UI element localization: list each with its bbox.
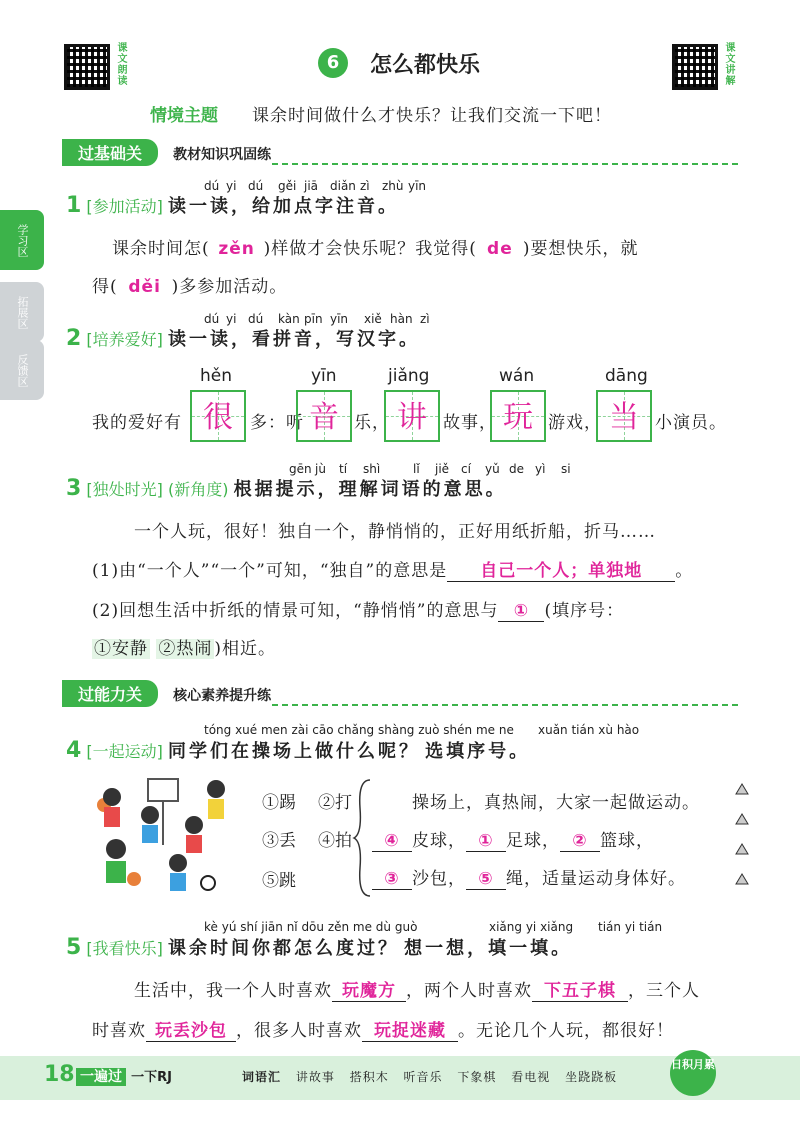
- q5-pinyin-c: tián yi tián: [598, 920, 663, 934]
- lesson-number-badge: 6: [318, 48, 348, 78]
- q3-tag: [独处时光]: [86, 480, 163, 499]
- q2-writing-box-5[interactable]: 当: [596, 390, 652, 442]
- q2-box-pinyin-5: dāng: [605, 366, 648, 386]
- q2-tag: [培养爱好]: [86, 330, 163, 349]
- q1-header: [66, 192, 399, 218]
- q2-seg-3: 故事，: [443, 413, 497, 433]
- q3-passage: 一个人玩，很好！独自一个，静悄悄的，正好用纸折船，折马……: [134, 522, 656, 542]
- q4-tag: [一起运动]: [86, 742, 163, 761]
- q3-pinyin-row: gēn jù tí shì lǐ jiě cí yǔ de yì si: [289, 462, 571, 476]
- q5-answer-2[interactable]: 下五子棋: [532, 976, 628, 1002]
- q5-header: [66, 934, 572, 960]
- q3-sub2: (2)回想生活中折纸的情景可知，“静悄悄”的意思与 ① (填序号：: [92, 601, 625, 621]
- section-divider: [272, 163, 738, 165]
- q2-writing-box-3[interactable]: 讲: [384, 390, 440, 442]
- q5-answer-3[interactable]: 玩丢沙包: [146, 1016, 236, 1042]
- q5-prompt-b: 想一想，填一填。: [404, 938, 573, 959]
- q2-seg-5: 小演员。: [655, 413, 727, 433]
- section-tag: 过能力关: [62, 680, 158, 707]
- q3-sub2-options: ①安静 ②热闹 )相近。: [94, 639, 277, 659]
- vocab-item: 搭积木: [349, 1070, 389, 1084]
- side-tab-study[interactable]: 学习区: [0, 210, 44, 270]
- q3-sub1-answer[interactable]: 自己一个人；单独地: [447, 556, 675, 582]
- q1-line2: 得( děi )多参加活动。: [92, 277, 288, 297]
- q1-answer-1[interactable]: zěn: [218, 239, 255, 259]
- vocab-label: 词语汇: [242, 1070, 282, 1084]
- theme-label: 情境主题: [150, 106, 218, 126]
- footer-brand: [76, 1066, 172, 1086]
- q5-prompt-a: 课余时间你都怎么度过？: [168, 938, 399, 959]
- q1-answer-3[interactable]: děi: [128, 277, 161, 297]
- q2-writing-box-1[interactable]: 很: [190, 390, 246, 442]
- kids-playing-illustration: [90, 775, 250, 900]
- q4-answer-b[interactable]: ①: [466, 831, 506, 852]
- theme-text: 课余时间做什么才快乐？让我们交流一下吧！: [252, 106, 612, 126]
- q3-new-angle-tag: (新角度): [168, 480, 229, 499]
- q2-seg-4: 游戏，: [548, 413, 602, 433]
- vocab-item: 下象棋: [457, 1070, 497, 1084]
- q2-pinyin-row: dú yi dú kàn pīn yīn xiě hàn zì: [204, 312, 430, 326]
- q4-option-3: ③丢: [262, 831, 296, 851]
- vocab-item: 讲故事: [295, 1070, 335, 1084]
- q4-prompt-a: 同学们在操场上做什么呢？: [168, 741, 420, 762]
- q3-option-1: ①安静: [94, 639, 148, 659]
- q1-pinyin-row: dú yi dú gěi jiā diǎn zì zhù yīn: [204, 179, 427, 193]
- q3-sub1: (1)由“一个人”“一个”可知，“独自”的意思是 自己一个人；单独地 。: [92, 556, 693, 582]
- q4-line1: 操场上，真热闹，大家一起做运动。: [412, 793, 700, 813]
- q2-writing-box-2[interactable]: 音: [296, 390, 352, 442]
- q4-option-5: ⑤跳: [262, 871, 296, 891]
- q4-answer-e[interactable]: ⑤: [466, 869, 506, 890]
- section-header-basic: [62, 139, 738, 165]
- q4-answer-d[interactable]: ③: [372, 869, 412, 890]
- q2-header: [66, 325, 420, 351]
- q2-number: 2: [66, 326, 82, 351]
- section-subtitle: 教材知识巩固练: [173, 147, 272, 163]
- q2-box-pinyin-3: jiǎng: [388, 366, 430, 386]
- shuttlecock-decoration: [734, 780, 750, 900]
- q4-line3: ③ 沙包， ⑤ 绳，适量运动身体好。: [372, 864, 686, 890]
- q4-prompt-b: 选填序号。: [425, 741, 531, 762]
- q5-tag: [我看快乐]: [86, 939, 163, 958]
- section-header-ability: [62, 680, 738, 706]
- q2-seg-0: 我的爱好有: [92, 413, 182, 433]
- vocab-item: 看电视: [511, 1070, 551, 1084]
- q3-header: [66, 475, 507, 501]
- q2-box-pinyin-4: wán: [499, 366, 535, 386]
- q5-number: 5: [66, 935, 82, 960]
- q1-tag: [参加活动]: [86, 197, 163, 216]
- q4-option-2: ②打: [318, 793, 352, 813]
- q2-writing-box-4[interactable]: 玩: [490, 390, 546, 442]
- q5-answer-1[interactable]: 玩魔方: [332, 976, 406, 1002]
- q4-pinyin-b: xuǎn tián xù hào: [538, 723, 640, 737]
- q5-pinyin-a: kè yú shí jiān nǐ dōu zěn me dù guò: [204, 920, 418, 934]
- q5-pinyin-b: xiǎng yi xiǎng: [489, 920, 574, 934]
- daily-accumulation-badge: 日积月累: [670, 1050, 716, 1096]
- q1-line1: 课余时间怎( zěn )样做才会快乐呢？我觉得( de )要想快乐，就: [112, 239, 639, 259]
- vocab-item: 坐跷跷板: [565, 1070, 618, 1084]
- side-tab-feedback[interactable]: 反馈区: [0, 340, 44, 400]
- q4-header: [66, 737, 530, 763]
- q1-prompt: 读一读，给加点字注音。: [168, 196, 399, 217]
- q2-prompt: 读一读，看拼音，写汉字。: [168, 329, 420, 350]
- q1-number: 1: [66, 193, 82, 218]
- brand-logo: 一遍过: [76, 1068, 126, 1086]
- q3-sub2-answer[interactable]: ①: [498, 601, 544, 622]
- q3-prompt: 根据提示，理解词语的意思。: [233, 479, 507, 500]
- section-tag: 过基础关: [62, 139, 158, 166]
- q5-line1: 生活中，我一个人时喜欢 玩魔方 ，两个人时喜欢 下五子棋 ，三个人: [134, 976, 700, 1002]
- q2-seg-2: 乐，: [354, 413, 390, 433]
- q4-option-1: ①踢: [262, 793, 296, 813]
- footer-vocab: [242, 1068, 617, 1085]
- q4-line2: ④ 皮球， ① 足球， ② 篮球，: [372, 826, 654, 852]
- q5-answer-4[interactable]: 玩捉迷藏: [362, 1016, 458, 1042]
- q5-line2: 时喜欢 玩丢沙包 ，很多人时喜欢 玩捉迷藏 。无论几个人玩，都很好！: [92, 1016, 674, 1042]
- q4-answer-c[interactable]: ②: [560, 831, 600, 852]
- q3-option-2: ②热闹: [158, 639, 213, 659]
- page-number: 18: [44, 1062, 75, 1087]
- q4-number: 4: [66, 738, 82, 763]
- section-divider: [272, 704, 738, 706]
- qr-code-left[interactable]: [64, 44, 110, 90]
- q4-answer-a[interactable]: ④: [372, 831, 412, 852]
- section-subtitle: 核心素养提升练: [173, 688, 272, 704]
- vocab-item: 听音乐: [403, 1070, 443, 1084]
- qr-label-right: 课文讲解: [723, 42, 734, 86]
- q4-option-4: ④拍: [318, 831, 352, 851]
- q2-seg-1: 多：听: [250, 413, 304, 433]
- q1-answer-2[interactable]: de: [487, 239, 513, 259]
- lesson-title: 怎么都快乐: [370, 53, 481, 78]
- grade-label: 一下RJ: [131, 1070, 172, 1085]
- qr-label-left: 课文朗读: [115, 42, 126, 86]
- q2-box-pinyin-2: yīn: [311, 366, 337, 386]
- q3-number: 3: [66, 476, 82, 501]
- q2-box-pinyin-1: hěn: [200, 366, 233, 386]
- qr-code-right[interactable]: [672, 44, 718, 90]
- side-tab-extend[interactable]: 拓展区: [0, 282, 44, 342]
- q4-pinyin-a: tóng xué men zài cāo chǎng shàng zuò shén me ne: [204, 723, 514, 737]
